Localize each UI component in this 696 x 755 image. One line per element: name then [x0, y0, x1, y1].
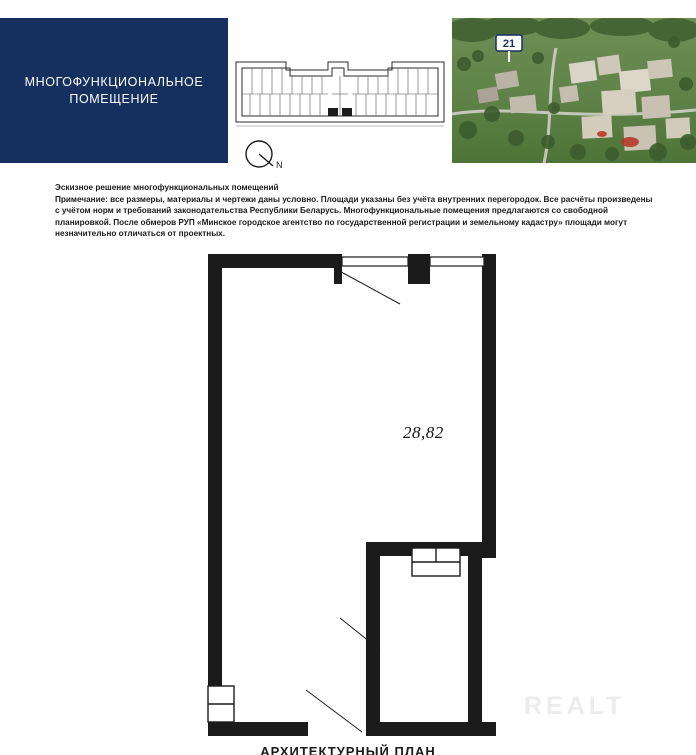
- svg-text:N: N: [276, 160, 283, 170]
- plan-caption: АРХИТЕКТУРНЫЙ ПЛАН: [260, 744, 436, 755]
- title-block: [0, 18, 228, 163]
- floor-plan-drawing: [0, 246, 696, 746]
- header-banner: [0, 0, 696, 175]
- site-plan-thumbnail: [232, 48, 448, 138]
- disclaimer-notes: [55, 182, 655, 239]
- notes-line-2: Примечание: все размеры, материалы и чертежи даны условно. Площади указаны без учёта внутренних перегородок. Все расчёты произведены с учётом норм и требований законодательства Республики Беларусь. Многофункциональные помещения предлагаются со свободной планировкой. После обмеров РУП «Минское городское агентство по государственной регистрации и земельному кадастру» площади могут незначительно отличаться от проектных.: [55, 195, 653, 238]
- page-title: [25, 74, 204, 108]
- compass-rose: [243, 138, 295, 172]
- page-title-line2: ПОМЕЩЕНИЕ: [69, 91, 159, 106]
- notes-line-1: Эскизное решение многофункциональных помещений: [55, 183, 279, 192]
- aerial-photo: [452, 18, 696, 163]
- area-value-label: 28,82: [403, 423, 444, 442]
- svg-text:21: 21: [502, 38, 516, 50]
- page-title-line1: МНОГОФУНКЦИОНАЛЬНОЕ: [24, 74, 204, 89]
- realt-watermark: REALT: [524, 692, 626, 720]
